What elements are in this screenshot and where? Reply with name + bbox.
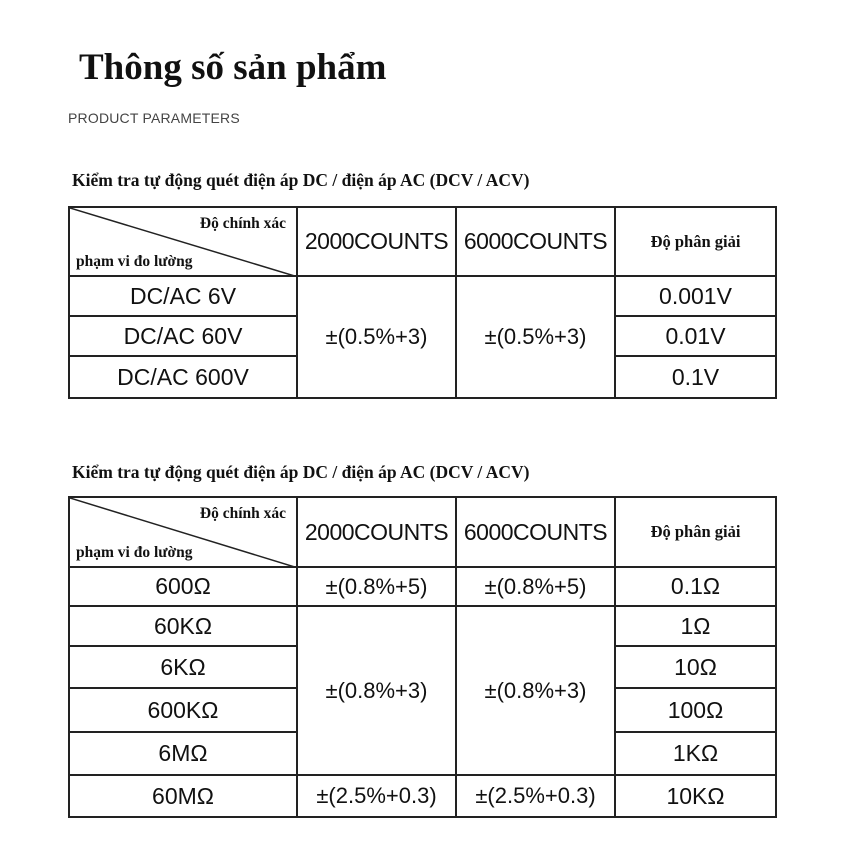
accuracy-2000-cell: ±(2.5%+0.3) — [297, 775, 456, 817]
resolution-cell: 0.1V — [615, 356, 776, 398]
resolution-cell: 100Ω — [615, 688, 776, 732]
counts-6000-header: 6000COUNTS — [456, 497, 615, 567]
accuracy-6000-cell: ±(2.5%+0.3) — [456, 775, 615, 817]
range-cell: 6MΩ — [69, 732, 297, 775]
page-title: Thông số sản phẩm — [79, 47, 387, 88]
accuracy-2000-cell: ±(0.8%+3) — [297, 606, 456, 775]
counts-2000-header: 2000COUNTS — [297, 497, 456, 567]
range-cell: DC/AC 6V — [69, 276, 297, 316]
page-subtitle: PRODUCT PARAMETERS — [68, 110, 240, 126]
range-cell: DC/AC 600V — [69, 356, 297, 398]
range-header: phạm vi đo lường — [76, 253, 193, 270]
range-cell: 6KΩ — [69, 646, 297, 688]
range-cell: 60MΩ — [69, 775, 297, 817]
header-diagonal-cell — [69, 497, 297, 567]
resolution-header: Độ phân giải — [615, 497, 776, 567]
counts-2000-header: 2000COUNTS — [297, 207, 456, 276]
accuracy-6000-cell: ±(0.8%+3) — [456, 606, 615, 775]
resolution-cell: 10Ω — [615, 646, 776, 688]
voltage-spec-table — [68, 206, 777, 399]
range-cell: DC/AC 60V — [69, 316, 297, 356]
resistance-table-caption: Kiểm tra tự động quét điện áp DC / điện áp AC (DCV / ACV) — [72, 462, 530, 482]
resolution-cell: 0.01V — [615, 316, 776, 356]
range-header: phạm vi đo lường — [76, 544, 193, 561]
accuracy-header: Độ chính xác — [199, 215, 286, 232]
accuracy-6000-cell: ±(0.8%+5) — [456, 567, 615, 606]
counts-6000-header: 6000COUNTS — [456, 207, 615, 276]
resolution-cell: 0.1Ω — [615, 567, 776, 606]
accuracy-2000-cell: ±(0.8%+5) — [297, 567, 456, 606]
range-cell: 600Ω — [69, 567, 297, 606]
resistance-spec-table — [68, 496, 777, 818]
resolution-cell: 10KΩ — [615, 775, 776, 817]
range-cell: 60KΩ — [69, 606, 297, 646]
resolution-cell: 0.001V — [615, 276, 776, 316]
accuracy-2000-cell: ±(0.5%+3) — [297, 276, 456, 398]
accuracy-header: Độ chính xác — [199, 505, 286, 522]
resolution-cell: 1KΩ — [615, 732, 776, 775]
resolution-cell: 1Ω — [615, 606, 776, 646]
voltage-table-caption: Kiểm tra tự động quét điện áp DC / điện áp AC (DCV / ACV) — [72, 170, 530, 190]
accuracy-6000-cell: ±(0.5%+3) — [456, 276, 615, 398]
header-diagonal-cell — [69, 207, 297, 276]
resolution-header: Độ phân giải — [615, 207, 776, 276]
range-cell: 600KΩ — [69, 688, 297, 732]
